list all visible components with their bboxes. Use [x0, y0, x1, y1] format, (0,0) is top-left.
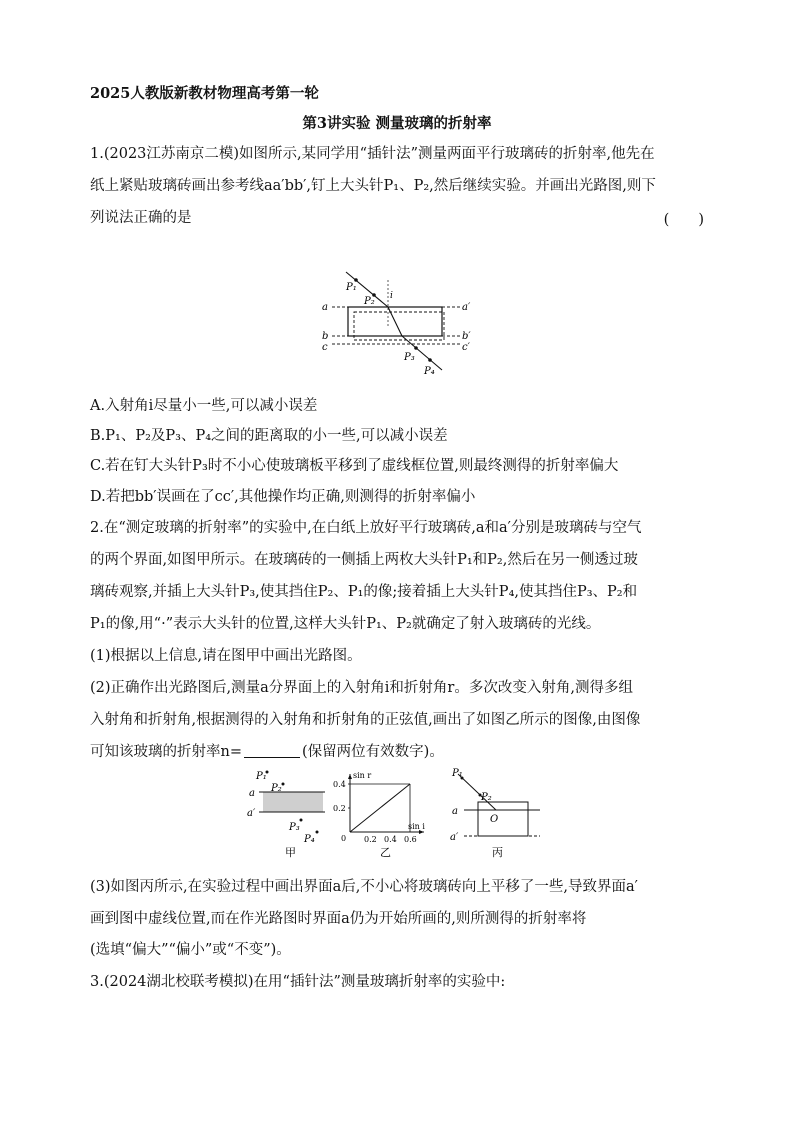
- fig-yi-chart: [332, 770, 442, 862]
- caption-yi: 乙: [380, 846, 391, 859]
- q2-line-2: 的两个界面,如图甲所示。在玻璃砖的一侧插上两枚大头针P₁和P₂,然后在另一侧透过玻: [90, 552, 638, 568]
- refracted-ray: [388, 307, 402, 336]
- label-c-prime: c′: [462, 342, 470, 353]
- pin-p3: [414, 346, 418, 350]
- q1-option-c: C.若在钉大头针P₃时不小心使玻璃板平移到了虚线框位置,则最终测得的折射率偏大: [90, 458, 619, 474]
- x-axis-label: sin i: [408, 822, 425, 831]
- pin-p3: [300, 819, 303, 822]
- label-p4: P₄: [424, 366, 435, 377]
- q2-n-suffix: (保留两位有效数字)。: [302, 744, 444, 760]
- label-a: a: [322, 302, 328, 313]
- doc-title: 2025人教版新教材物理高考第一轮: [90, 85, 319, 102]
- q2-line-10: 画到图中虚线位置,而在作光路图时界面a仍为开始所画的,则所测得的折射率将: [90, 911, 587, 927]
- q1-line-3: 列说法正确的是: [90, 210, 192, 226]
- label-c: c: [322, 342, 328, 353]
- pin-p4: [316, 831, 319, 834]
- label-p2: P₂: [271, 783, 282, 794]
- label-i: i: [390, 291, 393, 301]
- q3-line-1: 3.(2024湖北校联考模拟)在用“插针法”测量玻璃折射率的实验中:: [90, 974, 506, 990]
- y-axis-arrow: [348, 774, 352, 779]
- glass-shaded: [263, 792, 323, 812]
- label-p2: P₂: [481, 792, 492, 803]
- pin-p4: [428, 358, 432, 362]
- q2-line-3: 璃砖观察,并插上大头针P₃,使其挡住P₂、P₁的像;接着插上大头针P₄,使其挡住P₃、P₂和: [90, 584, 638, 600]
- y-tick-label-0: 0.2: [333, 804, 346, 813]
- label-a-prime: a′: [450, 832, 459, 843]
- lecture-title: 第3讲实验 测量玻璃的折射率: [302, 115, 492, 132]
- q2-line-7: 入射角和折射角,根据测得的入射角和折射角的正弦值,画出了如图乙所示的图像,由图像: [90, 712, 641, 728]
- q2-answer-blank[interactable]: [244, 743, 300, 758]
- q1-option-b: B.P₁、P₂及P₃、P₄之间的距离取的小一些,可以减小误差: [90, 428, 448, 444]
- label-a-prime: a′: [247, 808, 256, 819]
- q1-answer-bracket: ( ): [663, 212, 704, 228]
- x-tick-label-1: 0.4: [384, 835, 397, 844]
- label-p2: P₂: [364, 296, 375, 307]
- fig-bing: [448, 768, 548, 858]
- label-p3: P₃: [404, 352, 415, 363]
- x-tick-label-2: 0.6: [404, 835, 417, 844]
- origin-label: 0: [341, 834, 347, 843]
- fig-jia: [245, 766, 335, 858]
- q1-option-d: D.若把bb′误画在了cc′,其他操作均正确,则测得的折射率偏小: [90, 489, 476, 505]
- label-p1: P₁: [452, 768, 463, 779]
- pin-p2: [282, 783, 285, 786]
- caption-jia: 甲: [285, 846, 296, 858]
- label-p4: P₄: [304, 834, 315, 845]
- label-a: a: [249, 788, 255, 799]
- y-axis-label: sin r: [353, 771, 372, 780]
- label-p3: P₃: [289, 822, 300, 833]
- label-a-prime: a′: [462, 302, 471, 313]
- q2-line-1: 2.在“测定玻璃的折射率”的实验中,在白纸上放好平行玻璃砖,a和a′分别是玻璃砖与空气: [90, 520, 642, 536]
- q1-line-2: 纸上紧贴玻璃砖画出参考线aa′bb′,钉上大头针P₁、P₂,然后继续实验。并画出光路图,则下: [90, 178, 656, 194]
- data-line: [350, 784, 410, 832]
- q1-figure: [310, 262, 480, 382]
- glass-block: [478, 802, 528, 836]
- label-p1: P₁: [256, 771, 267, 782]
- label-p1: P₁: [346, 282, 357, 293]
- q2-line-9: (3)如图丙所示,在实验过程中画出界面a后,不小心将玻璃砖向上平移了一些,导致界面a′: [90, 879, 638, 895]
- label-o: O: [490, 814, 499, 825]
- label-a: a: [452, 806, 458, 817]
- q2-n-prefix: 可知该玻璃的折射率n=: [90, 744, 242, 760]
- label-b: b: [322, 331, 329, 342]
- label-b-prime: b′: [462, 331, 471, 342]
- q2-line-5: (1)根据以上信息,请在图甲中画出光路图。: [90, 648, 362, 664]
- y-tick-label-1: 0.4: [333, 780, 346, 789]
- q1-line-1: 1.(2023江苏南京二模)如图所示,某同学用“插针法”测量两面平行玻璃砖的折射率,他先在: [90, 146, 655, 162]
- q2-line-8: [90, 742, 444, 762]
- q1-option-a: A.入射角i尽量小一些,可以减小误差: [90, 398, 318, 414]
- q2-line-4: P₁的像,用“·”表示大头针的位置,这样大头针P₁、P₂就确定了射入玻璃砖的光线。: [90, 616, 601, 632]
- q2-line-6: (2)正确作出光路图后,测量a分界面上的入射角i和折射角r。多次改变入射角,测得多组: [90, 680, 633, 696]
- x-tick-label-0: 0.2: [364, 835, 377, 844]
- q2-line-11: (选填“偏大”“偏小”或“不变”)。: [90, 942, 291, 958]
- caption-bing: 丙: [492, 846, 503, 858]
